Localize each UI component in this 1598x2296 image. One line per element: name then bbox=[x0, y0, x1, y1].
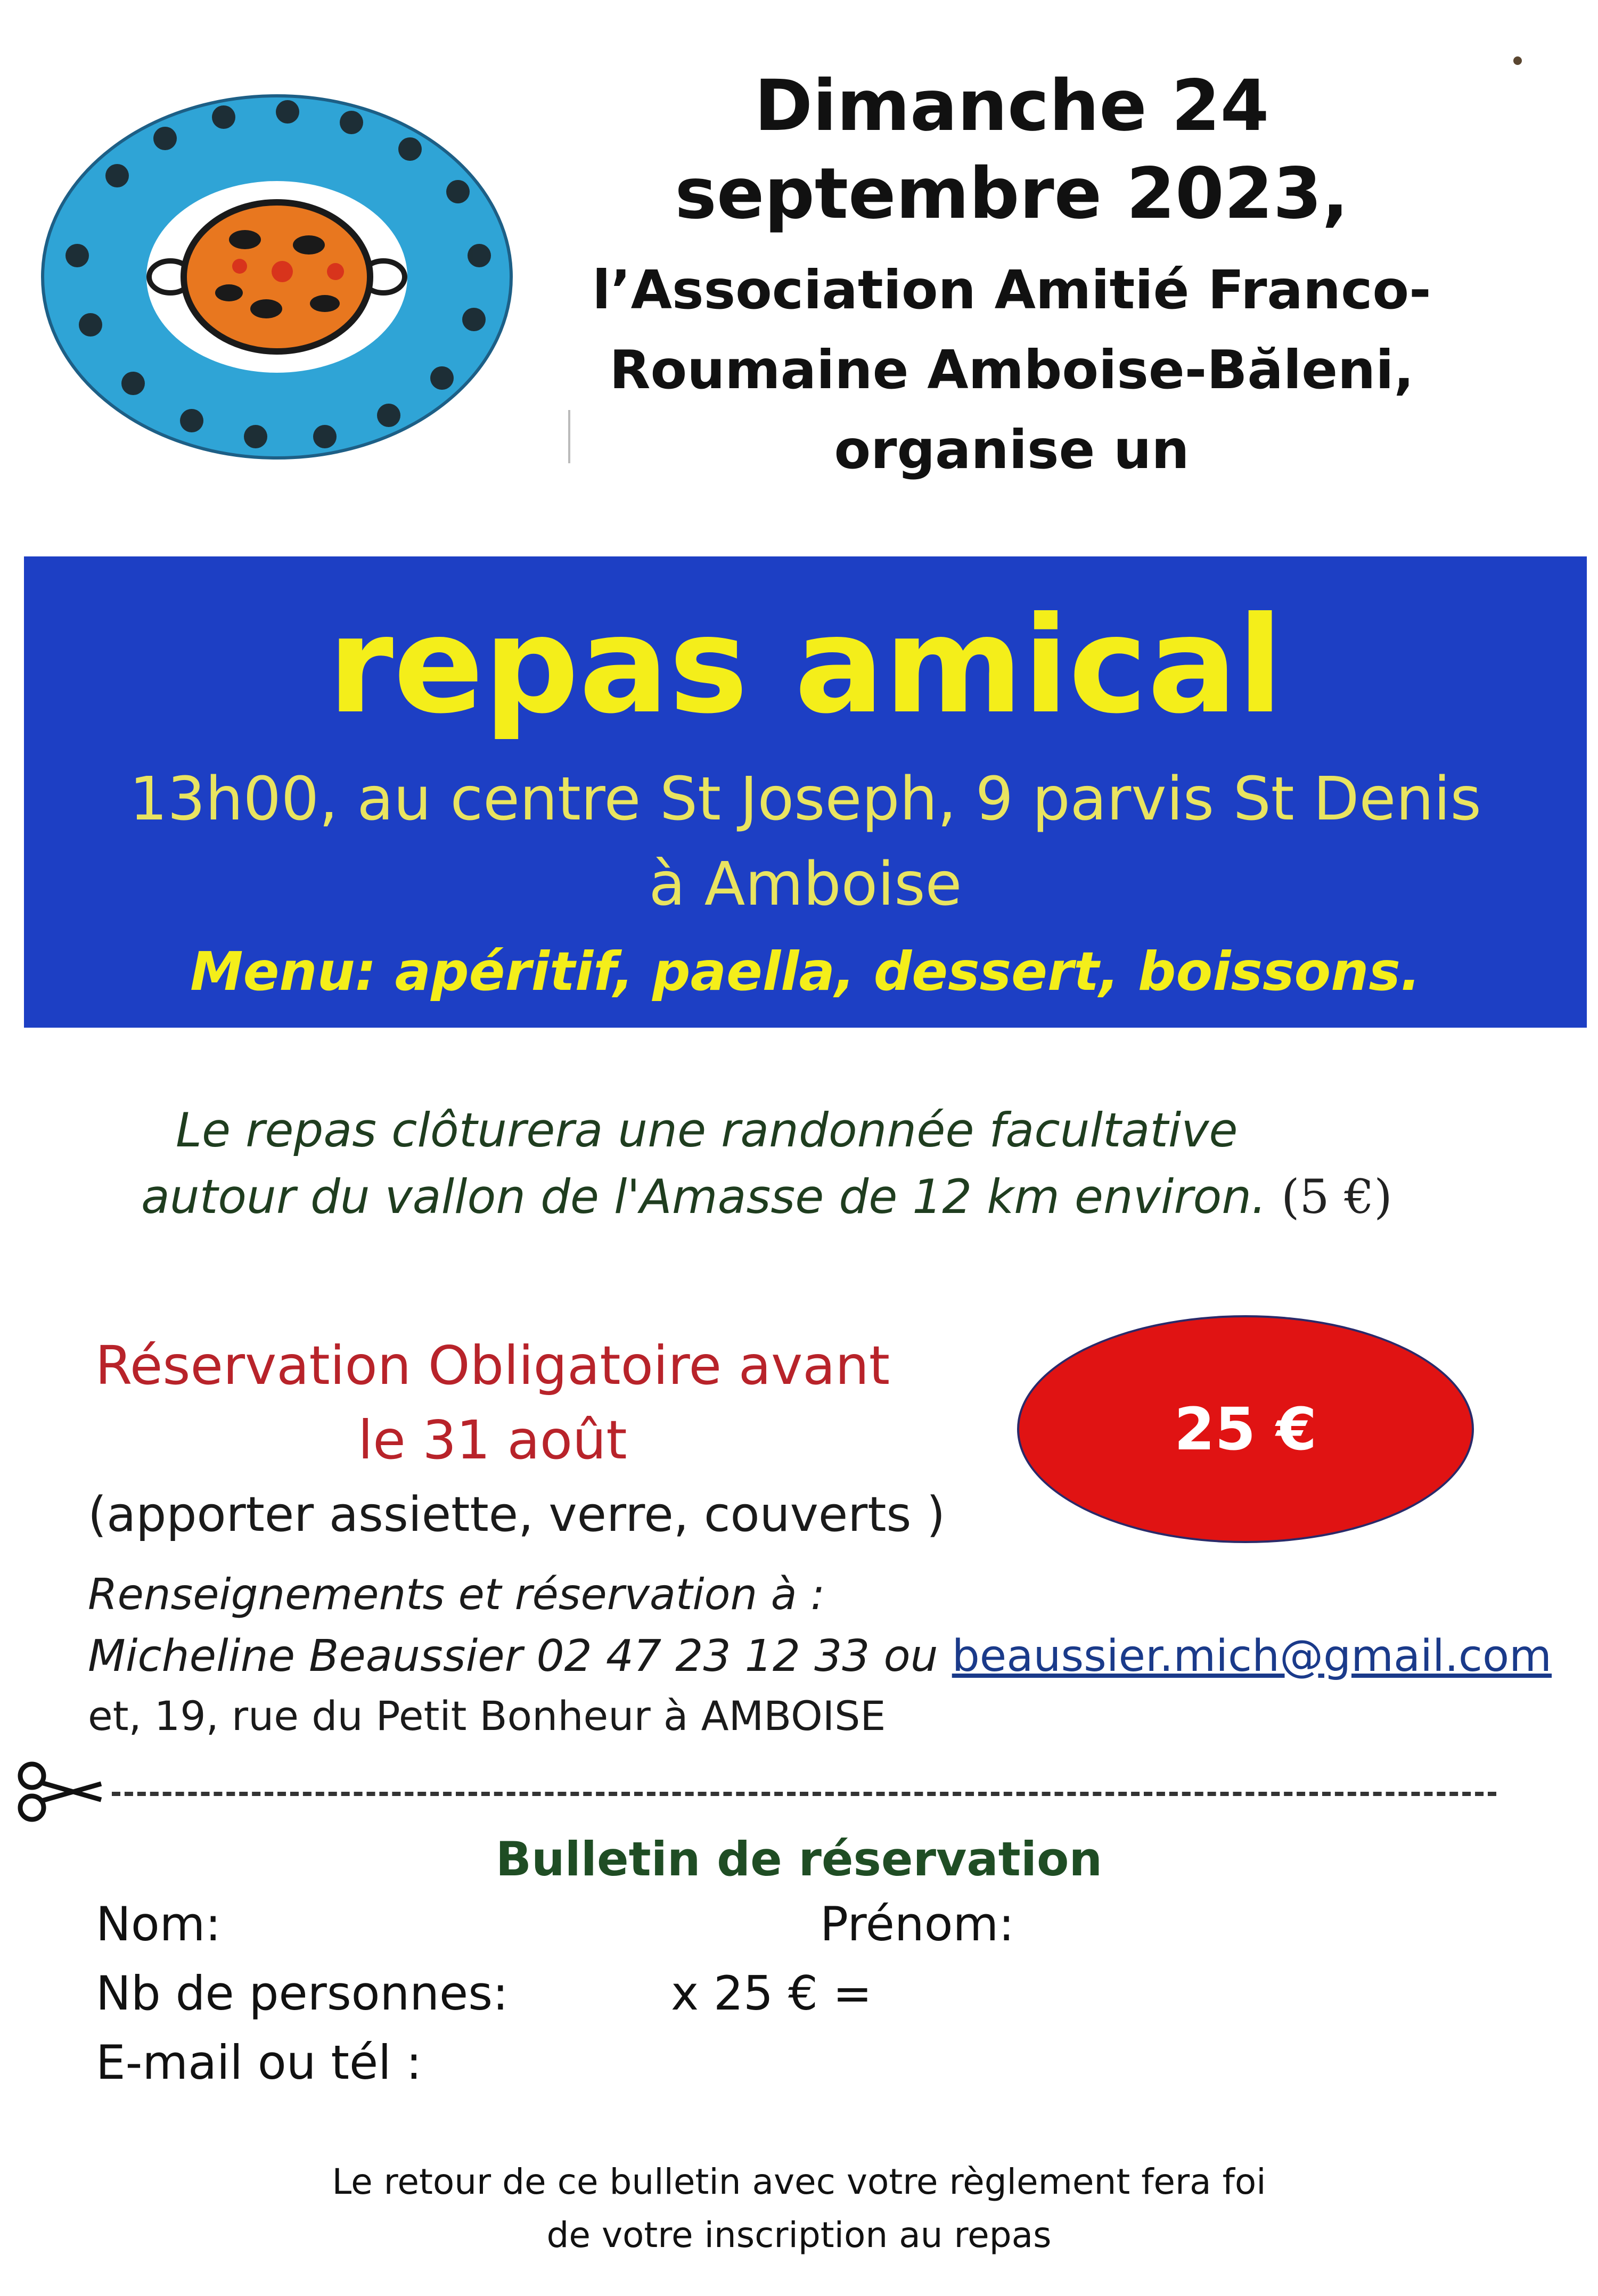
contact-line bbox=[88, 1631, 1552, 1682]
event-city: à Amboise bbox=[649, 850, 962, 919]
rando-line-1: Le repas clôturera une randonnée facultative bbox=[176, 1103, 1238, 1158]
contact-heading: Renseignements et réservation à : bbox=[88, 1570, 825, 1619]
form-contact-label: E-mail ou tél : bbox=[96, 2035, 422, 2090]
rando-line-2 bbox=[141, 1169, 1392, 1225]
contact-address: et, 19, rue du Petit Bonheur à AMBOISE bbox=[88, 1692, 886, 1740]
handwritten-note: (5 €) bbox=[1281, 1169, 1392, 1224]
reservation-deadline-2: le 31 août bbox=[358, 1409, 627, 1471]
price-badge bbox=[1017, 1315, 1474, 1543]
reservation-deadline-1: Réservation Obligatoire avant bbox=[95, 1334, 890, 1397]
bulletin-title: Bulletin de réservation bbox=[495, 1832, 1103, 1887]
event-title: repas amical bbox=[327, 588, 1283, 743]
event-menu: Menu: apéritif, paella, dessert, boissons. bbox=[190, 940, 1421, 1003]
paper-speck bbox=[1513, 56, 1522, 65]
paella-logo-icon bbox=[37, 80, 532, 474]
form-price-calc: x 25 € = bbox=[671, 1966, 872, 2021]
date-line-1: Dimanche 24 bbox=[754, 65, 1269, 147]
association-line-3: organise un bbox=[834, 419, 1190, 481]
contact-email-link[interactable]: beaussier.mich@gmail.com bbox=[952, 1631, 1552, 1682]
cut-line bbox=[112, 1792, 1496, 1796]
association-line-1: l’Association Amitié Franco- bbox=[592, 259, 1431, 321]
form-nom-label: Nom: bbox=[96, 1897, 222, 1951]
date-line-2: septembre 2023, bbox=[675, 153, 1349, 235]
footer-line-2: de votre inscription au repas bbox=[546, 2215, 1052, 2256]
scissors-icon bbox=[16, 1757, 106, 1826]
form-prenom-label: Prénom: bbox=[820, 1897, 1014, 1951]
footer-line-1: Le retour de ce bulletin avec votre règlement fera foi bbox=[332, 2161, 1266, 2202]
event-time-place: 13h00, au centre St Joseph, 9 parvis St Denis bbox=[129, 765, 1481, 834]
price-value: 25 € bbox=[1174, 1395, 1317, 1463]
form-nb-personnes-label: Nb de personnes: bbox=[96, 1966, 509, 2021]
event-banner bbox=[24, 556, 1587, 1028]
reservation-note: (apporter assiette, verre, couverts ) bbox=[88, 1487, 946, 1543]
rando-text: autour du vallon de l'Amasse de 12 km environ. bbox=[141, 1169, 1267, 1224]
contact-name-phone: Micheline Beaussier 02 47 23 12 33 ou bbox=[88, 1631, 938, 1682]
association-line-2: Roumaine Amboise-Băleni, bbox=[609, 339, 1414, 401]
